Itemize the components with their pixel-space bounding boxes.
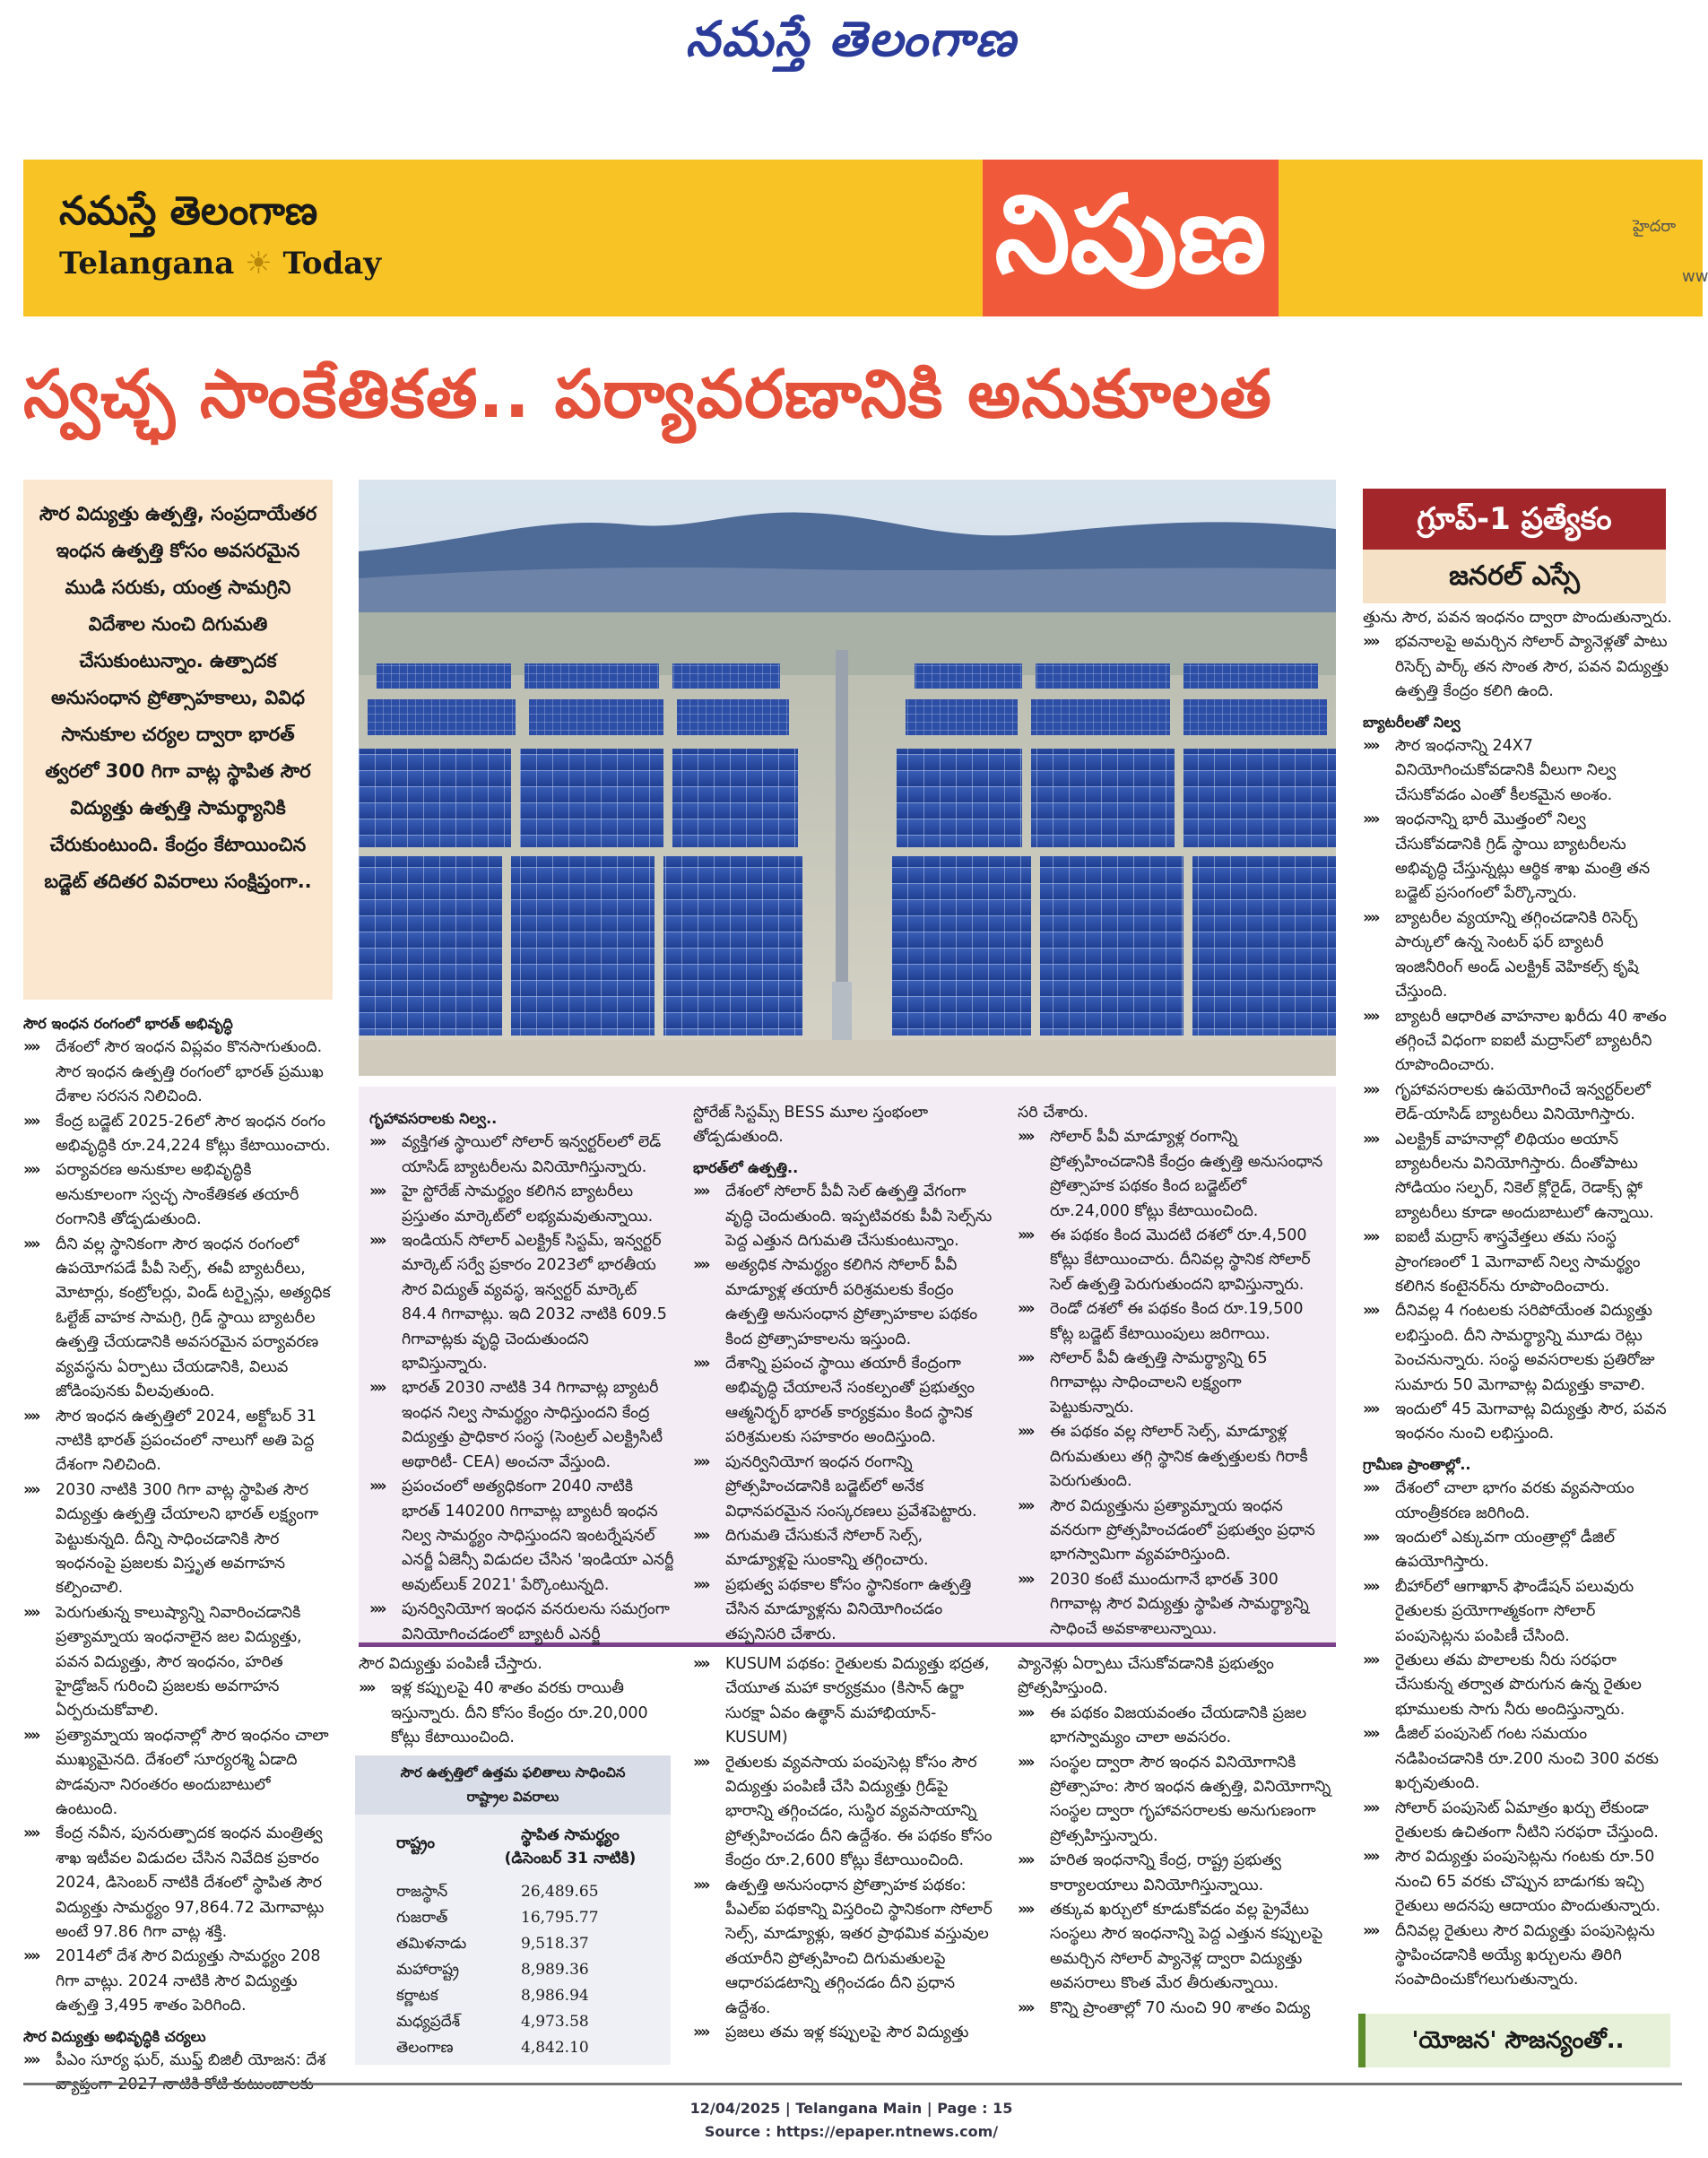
bullet-point: »» 2014లో దేశ సౌర విద్యుత్తు సామర్థ్యం 208 గిగా వాట్లు. 2024 నాటికి సౌర విద్యుత్తు ఉత్పత్తి 3,495 శాతం పెరిగింది.	[23, 1945, 333, 2018]
table-title-line1: సౌర ఉత్పత్తిలో ఉత్తమ ఫలితాలు సాధించిన	[400, 1764, 626, 1781]
solar-farm-illustration	[359, 480, 1336, 1076]
bullet-point: »» హరిత ఇంధనాన్ని కేంద్ర, రాష్ట్ర ప్రభుత్వ కార్యాలయాలు వినియోగిస్తున్నాయి.	[1018, 1849, 1331, 1898]
table-row	[355, 1931, 671, 1957]
state-name: మహారాష్ట్ర	[396, 1961, 459, 1979]
bullet-point: »» గృహావసరాలకు ఉపయోగించే ఇన్వర్టర్‌లలో లెడ్-యాసిడ్ బ్యాటరీలు వినియోగిస్తారు.	[1363, 1079, 1672, 1128]
bullet-point: »» కేంద్ర బడ్జెట్ 2025-26లో సౌర ఇంధన రంగం అభివృద్ధికి రూ.24,224 కోట్లు కేటాయించారు.	[23, 1110, 333, 1159]
subheading: గ్రామీణ ప్రాంతాల్లో..	[1363, 1455, 1471, 1473]
column-3-top	[693, 1101, 998, 1647]
bullet-point: »» ఇంధనాన్ని భారీ మొత్తంలో నిల్వ చేసుకోవడానికి గ్రిడ్ స్థాయి బ్యాటరీలను అభివృద్ధి చేస్తున్నట్లు ఆర్థిక శాఖ మంత్రి తన బడ్జెట్ ప్రసంగంలో పేర్కొన్నారు.	[1363, 808, 1672, 906]
bullet-point: »» రెండో దశలో ఈ పథకం కింద రూ.19,500 కోట్ల బడ్జెట్ కేటాయింపులు జరిగాయి.	[1018, 1297, 1327, 1347]
banner-paper-name: నమస్తే తెలంగాణ	[59, 188, 318, 234]
sun-logo-icon: ☀	[245, 246, 273, 282]
header-state: రాష్ట్రం	[396, 1834, 436, 1852]
subheading: సౌర ఇంధన రంగంలో భారత్ అభివృద్ధి	[23, 1015, 233, 1032]
bullet-point: »» ఇందులో 45 మెగావాట్ల విద్యుత్తు సౌర, పవన ఇంధనం నుంచి లభిస్తుంది.	[1363, 1398, 1672, 1447]
bullet-point: »» బ్యాటరీ ఆధారిత వాహనాల ఖరీదు 40 శాతం తగ్గించే విధంగా ఐఐటీ మద్రాస్‌లో బ్యాటరీని రూపొందించారు.	[1363, 1005, 1672, 1079]
paragraph: సౌర విద్యుత్తు పంపిణీ చేస్తారు.	[359, 1655, 542, 1673]
bullet-point: »» సౌర విద్యుత్తును ప్రత్యామ్నాయ ఇంధన వనరుగా ప్రోత్సహించడంలో ప్రభుత్వం ప్రధాన భాగస్వామిగా వ్యవహరిస్తుంది.	[1018, 1495, 1327, 1568]
header-capacity-line2: (డిసెంబర్ 31 నాటికి)	[504, 1850, 637, 1868]
column-4-bottom	[1018, 1652, 1331, 2021]
bullet-point: »» సోలార్ పీవీ మాడ్యూళ్ల రంగాన్ని ప్రోత్సహించడానికి కేంద్రం ఉత్పత్తి అనుసంధాన ప్రోత్సాహక పథకం కింద బడ్జెట్‌లో రూ.24,000 కోట్లు కేటాయించింది.	[1018, 1125, 1327, 1224]
yojana-text: 'యోజన' సౌజన్యంతో..	[1411, 2027, 1625, 2054]
bullet-point: »» ఉత్పత్తి అనుసంధాన ప్రోత్సాహక పథకం: పీఎల్ఐ పథకాన్ని విస్తరించి స్థానికంగా సోలార్ సెల్స్, మాడ్యూళ్లు, ఇతర ప్రాథమిక వస్తువుల తయారీని ప్రోత్సహించి దిగుమతులపై ఆధారపడటాన్ని తగ్గించడం దీని ప్రధాన ఉద్దేశం.	[693, 1874, 998, 2021]
bullet-point: »» ప్రభుత్వ పథకాల కోసం స్థానికంగా ఉత్పత్తి చేసిన మాడ్యూళ్లను వినియోగించడం తప్పనిసరి చేశారు.	[693, 1573, 998, 1647]
solar-farm-photo	[359, 480, 1336, 1076]
table-title-line2: రాష్ట్రాల వివరాలు	[466, 1789, 559, 1805]
banner-city: హైదరా	[1633, 217, 1677, 236]
bullet-point: »» KUSUM పథకం: రైతులకు విద్యుత్తు భద్రత, చేయూత మహా కార్యక్రమం (కిసాన్ ఉర్జా సురక్షా ఏవం ఉత్థాన్ మహాభియాన్- KUSUM)	[693, 1652, 998, 1751]
bullet-point: »» ఈ పథకం విజయవంతం చేయడానికి ప్రజల భాగస్వామ్యం చాలా అవసరం.	[1018, 1702, 1331, 1751]
bullet-point: »» దేశాన్ని ప్రపంచ స్థాయి తయారీ కేంద్రంగా అభివృద్ధి చేయాలనే సంకల్పంతో ప్రభుత్వం ఆత్మనిర్భర్ భారత్ కార్యక్రమం కింద స్థానిక పరిశ్రమలకు సహకారం అందిస్తుంది.	[693, 1352, 998, 1451]
masthead-logo	[0, 0, 1703, 81]
capacity-value: 26,489.65	[521, 1883, 599, 1901]
headline-text: స్వచ్ఛ సాంకేతికత.. పర్యావరణానికి అనుకూలత	[23, 356, 1272, 433]
bullet-point: »» రైతులకు వ్యవసాయ పంపుసెట్ల కోసం సౌర విద్యుత్తు పంపిణీ చేసి విద్యుత్తు గ్రిడ్‌పై భారాన్ని తగ్గించడం, సుస్థిర వ్యవసాయాన్ని ప్రోత్సహించడం దీని ఉద్దేశం. ఈ పథకం కోసం కేంద్రం రూ.2,600 కోట్లు కేటాయించింది.	[693, 1751, 998, 1874]
column-2-top	[369, 1101, 674, 1647]
bullet-point: »» ప్రపంచంలో అత్యధికంగా 2040 నాటికి భారత్ 140200 గిగావాట్ల బ్యాటరీ ఇంధన నిల్వ సామర్థ్యం సాధిస్తుందని ఇంటర్నేషనల్ ఎనర్జీ ఏజెన్సీ విడుదల చేసిన 'ఇండియా ఎనర్జీ అవుట్‌లుక్ 2021' పేర్కొంటున్నది.	[369, 1475, 674, 1598]
bullet-point: »» కేంద్ర నవీన, పునరుత్పాదక ఇంధన మంత్రిత్వ శాఖ ఇటీవల విడుదల చేసిన నివేదిక ప్రకారం 2024, డిసెంబర్ నాటికి దేశంలో స్థాపిత సౌర విద్యుత్తు సామర్థ్యం 97,864.72 మెగావాట్లు అంటే 97.86 గిగా వాట్ల శక్తి.	[23, 1822, 333, 1945]
bullet-point: »» సోలార్ పంపుసెట్ ఏమాత్రం ఖర్చు లేకుండా రైతులకు ఉచితంగా నీటిని సరఫరా చేస్తుంది.	[1363, 1797, 1672, 1846]
bullet-point: »» సోలార్ పీవీ ఉత్పత్తి సామర్థ్యాన్ని 65 గిగావాట్లు సాధించాలని లక్ష్యంగా పెట్టుకున్నారు.	[1018, 1347, 1327, 1420]
bullet-point: »» పునర్వినియోగ ఇంధన రంగాన్ని ప్రోత్సహించడానికి బడ్జెట్‌లో అనేక విధానపరమైన సంస్కరణలు ప్రవేశపెట్టారు.	[693, 1451, 998, 1524]
yojana-credit	[1358, 2014, 1670, 2067]
table-row	[355, 2035, 671, 2061]
footer-date-page: 12/04/2025 | Telangana Main | Page : 15	[689, 2100, 1013, 2117]
group1-special-label	[1363, 489, 1666, 550]
banner-web: ww	[1682, 267, 1708, 286]
state-name: మధ్యప్రదేశ్	[396, 2013, 461, 2031]
bullet-point: »» డీజిల్ పంపుసెట్ గంట సమయం నడిపించడానికి రూ.200 నుంచి 300 వరకు ఖర్చవుతుంది.	[1363, 1722, 1672, 1796]
bullet-point: »» ఇళ్ల కప్పులపై 40 శాతం వరకు రాయితీ ఇస్తున్నారు. దీని కోసం కేంద్రం రూ.20,000 కోట్లు కేటాయించింది.	[359, 1677, 674, 1750]
column-4-top	[1018, 1101, 1327, 1642]
banner-today-part2: Today	[282, 246, 382, 282]
general-essay-label	[1363, 550, 1666, 603]
header-capacity-line1: స్థాపిత సామర్థ్యం	[521, 1826, 620, 1844]
bullet-point: »» హై స్టోరేజ్ సామర్థ్యం కలిగిన బ్యాటరీలు ప్రస్తుతం మార్కెట్‌లో లభ్యమవుతున్నాయి.	[369, 1180, 674, 1229]
state-name: గుజరాత్	[396, 1909, 448, 1927]
bullet-point: »» బ్యాటరీల వ్యయాన్ని తగ్గించడానికి రిసెర్చ్ పార్కులో ఉన్న సెంటర్ ఫర్ బ్యాటరీ ఇంజినీరింగ్ అండ్ ఎలక్ట్రిక్ వెహికల్స్ కృషి చేస్తుంది.	[1363, 906, 1672, 1005]
table-title	[355, 1755, 671, 1815]
masthead-title: నమస్తే తెలంగాణ	[685, 10, 1018, 67]
column-5	[1363, 606, 1672, 1993]
table-header	[355, 1815, 671, 1879]
bullet-point: »» పర్యావరణ అనుకూల అభివృద్ధికి అనుకూలంగా స్వచ్ఛ సాంకేతికత తయారీ రంగానికి తోడ్పడుతుంది.	[23, 1158, 333, 1232]
intro-box	[23, 480, 333, 1000]
table-body	[355, 1879, 671, 2061]
bullet-point: »» భవనాలపై అమర్చిన సోలార్ ప్యానెళ్లతో పాటు రిసెర్చ్ పార్క్ తన సొంత సౌర, పవన విద్యుత్తు ఉత్పత్తి కేంద్రం కలిగి ఉంది.	[1363, 630, 1672, 704]
state-name: కర్ణాటక	[396, 1987, 438, 2005]
bullet-point: »» రైతులు తమ పొలాలకు నీరు సరఫరా చేసుకున్న తర్వాత పొరుగున ఉన్న రైతుల భూములకు సాగు నీరు అందిస్తున్నారు.	[1363, 1649, 1672, 1722]
states-solar-table	[355, 1755, 671, 2065]
paragraph: త్తును సౌర, పవన ఇంధనం ద్వారా పొందుతున్నారు.	[1363, 609, 1672, 627]
bullet-point: »» పీఎం సూర్య ఘర్, ముఫ్త్ బిజిలీ యోజన: దేశ	[23, 2049, 333, 2098]
section-banner	[23, 160, 1708, 316]
paragraph: సరి చేశారు.	[1018, 1104, 1088, 1122]
paragraph: స్టోరేజ్ సిస్టమ్స్ BESS మూల స్తంభంలా తోడ్పడుతుంది.	[693, 1104, 929, 1147]
paragraph: ప్యానెళ్లు ఏర్పాటు చేసుకోవడానికి ప్రభుత్వం ప్రోత్సహిస్తుంది.	[1018, 1655, 1274, 1698]
state-name: తెలంగాణ	[396, 2039, 454, 2057]
state-name: తమిళనాడు	[396, 1935, 467, 1953]
bullet-point: »» సౌర ఇంధన ఉత్పత్తిలో 2024, అక్టోబర్ 31 నాటికి భారత్ ప్రపంచంలో నాలుగో అతి పెద్ద దేశంగా నిలిచింది.	[23, 1405, 333, 1478]
table-row	[355, 1905, 671, 1931]
bullet-point: »» సంస్థల ద్వారా సౌర ఇంధన వినియోగానికి ప్రోత్సాహం: సౌర ఇంధన ఉత్పత్తి, వినియోగాన్ని సంస్థల ద్వారా గృహావసరాలకు అనుగుణంగా ప్రోత్సహిస్తున్నారు.	[1018, 1751, 1331, 1850]
bullet-point: »» దీని వల్ల స్థానికంగా సౌర ఇంధన రంగంలో ఉపయోగపడే పీవీ సెల్స్, ఈవీ బ్యాటరీలు, మోటార్లు, కంట్రోలర్లు, విండ్ టర్బైన్లు, అత్యధిక ఓల్టేజ్ వాహక సామగ్రి, గ్రిడ్ స్థాయి బ్యాటరీల ఉత్పత్తి చేయడానికి అవసరమైన పర్యావరణ వ్యవస్థను ఏర్పాటు చేయడానికి, విలువ జోడింపునకు వీలవుతుంది.	[23, 1233, 333, 1405]
footer-source: Source : https://epaper.ntnews.com/	[704, 2123, 999, 2140]
bullet-point: »» ఈ పథకం వల్ల సోలార్ సెల్స్, మాడ్యూళ్ల దిగుమతులు తగ్గి స్థానిక ఉత్పత్తులకు గిరాకీ పెరుగుతుంది.	[1018, 1420, 1327, 1494]
bullet-point: »» సౌర ఇంధనాన్ని 24X7 వినియోగించుకోవడానికి వీలుగా నిల్వ చేసుకోవడం ఎంతో కీలకమైన అంశం.	[1363, 734, 1672, 808]
bullet-point: »» అత్యధిక సామర్థ్యం కలిగిన సోలార్ పీవీ మాడ్యూళ్ల తయారీ పరిశ్రమలకు కేంద్రం ఉత్పత్తి అనుసంధాన ప్రోత్సాహకాల పథకం కింద ప్రోత్సాహకాలను ఇస్తుంది.	[693, 1253, 998, 1352]
banner-today-name	[59, 242, 382, 285]
bullet-point: »» తక్కువ ఖర్చులో కూడుకోవడం వల్ల ప్రైవేటు సంస్థలు సౌర ఇంధనాన్ని పెద్ద ఎత్తున కప్పులపై అమర్చిన సోలార్ ప్యానెళ్ల ద్వారా విద్యుత్తు అవసరాలు కొంత మేర తీరుతున్నాయి.	[1018, 1898, 1331, 1997]
table-row	[355, 1957, 671, 1983]
column-2-bottom	[359, 1652, 674, 1751]
subheading: బ్యాటరీలతో నిల్వ	[1363, 713, 1461, 731]
capacity-value: 8,989.36	[521, 1961, 589, 1979]
nipuna-section-label	[983, 160, 1279, 316]
capacity-value: 4,842.10	[521, 2039, 589, 2057]
table-row	[355, 2009, 671, 2035]
bullet-point: »» దీనివల్ల 4 గంటలకు సరిపోయేంత విద్యుత్తు లభిస్తుంది. దీని సామర్థ్యాన్ని మూడు రెట్లు పెంచనున్నారు. సంస్థ అవసరాలకు ప్రతిరోజు సుమారు 50 మెగావాట్ల విద్యుత్తు కావాలి.	[1363, 1299, 1672, 1398]
bullet-point: »» పునర్వినియోగ ఇంధన వనరులను సమగ్రంగా వినియోగించడంలో బ్యాటరీ ఎనర్జీ	[369, 1598, 674, 1647]
bullet-point: »» వ్యక్తిగత స్థాయిలో సోలార్ ఇన్వర్టర్‌లలో లెడ్ యాసిడ్ బ్యాటరీలను వినియోగిస్తున్నారు.	[369, 1131, 674, 1180]
general-essay-text: జనరల్ ఎస్సే	[1449, 560, 1580, 592]
bullet-point: »» దేశంలో చాలా భాగం వరకు వ్యవసాయం యాంత్రీకరణ జరిగింది.	[1363, 1477, 1672, 1526]
capacity-value: 9,518.37	[521, 1935, 589, 1953]
subheading: సౌర విద్యుత్తు అభివృద్ధికి చర్యలు	[23, 2027, 206, 2045]
bullet-point: »» దేశంలో సోలార్ పీవీ సెల్ ఉత్పత్తి వేగంగా వృద్ధి చెందుతుంది. ఇప్పటివరకు పీవీ సెల్స్‌ను పెద్ద ఎత్తున దిగుమతి చేసుకుంటున్నాం.	[693, 1180, 998, 1253]
bullet-point: »» బీహార్‌లో ఆగాఖాన్ ఫౌండేషన్ పలువురు రైతులకు ప్రయోగాత్మకంగా సోలార్ పంపుసెట్లను పంపిణీ చేసింది.	[1363, 1575, 1672, 1649]
nipuna-text: నిపుణ	[994, 173, 1267, 298]
subheading: గృహావసరాలకు నిల్వ..	[369, 1110, 498, 1127]
bullet-point: »» కొన్ని ప్రాంతాల్లో 70 నుంచి 90 శాతం విద్యు	[1018, 1997, 1331, 2021]
table-row	[355, 1879, 671, 1905]
bullet-point: »» దేశంలో సౌర ఇంధన విప్లవం కొనసాగుతుంది. సౌర ఇంధన ఉత్పత్తి రంగంలో భారత్ ప్రముఖ దేశాల సరసన నిలిచింది.	[23, 1036, 333, 1109]
bullet-point: »» ఐఐటీ మద్రాస్ శాస్త్రవేత్తలు తమ సంస్థ ప్రాంగణంలో 1 మెగావాట్ నిల్వ సామర్థ్యం కలిగిన కంటైనర్‌ను రూపొందించారు.	[1363, 1226, 1672, 1299]
capacity-value: 8,986.94	[521, 1987, 589, 2005]
bullet-point: »» ఇండియన్ సోలార్ ఎలక్ట్రిక్ సిస్టమ్, ఇన్వర్టర్ మార్కెట్ సర్వే ప్రకారం 2023లో భారతీయ సౌర విద్యుత్ వ్యవస్థ, ఇన్వర్టర్ మార్కెట్ 84.4 గిగావాట్లు. ఇది 2032 నాటికి 609.5 గిగావాట్లకు వృద్ధి చెందుతుందని భావిస్తున్నారు.	[369, 1229, 674, 1376]
table-row	[355, 1983, 671, 2009]
bullet-point: »» పెరుగుతున్న కాలుష్యాన్ని నివారించడానికి ప్రత్యామ్నాయ ఇంధనాలైన జల విద్యుత్తు, పవన విద్యుత్తు, సౌర ఇంధనం, హరిత హైడ్రోజన్ గురించి ప్రజలకు అవగాహన ఏర్పరుచుకోవాలి.	[23, 1601, 333, 1724]
state-name: రాజస్థాన్	[396, 1883, 448, 1901]
capacity-value: 16,795.77	[521, 1909, 599, 1927]
column-1	[23, 1006, 333, 2098]
bullet-point: »» 2030 కంటే ముందుగానే భారత్ 300 గిగావాట్ల సౌర విద్యుత్తు స్థాపిత సామర్థ్యాన్ని సాధించే అవకాశాలున్నాయి.	[1018, 1568, 1327, 1642]
bullet-point: »» సౌర విద్యుత్తు పంపుసెట్లను గంటకు రూ.50 నుంచి 65 వరకు చొప్పున బాడుగకు ఇచ్చి రైతులు అదనపు ఆదాయం పొందుతున్నారు.	[1363, 1845, 1672, 1919]
group1-text: గ్రూప్-1 ప్రత్యేకం	[1417, 501, 1612, 537]
header-capacity	[481, 1824, 660, 1870]
bullet-point: »» ప్రత్యామ్నాయ ఇంధనాల్లో సౌర ఇంధనం చాలా ముఖ్యమైనది. దేశంలో సూర్యరశ్మి ఏడాది పొడవునా నిరంతరం అందుబాటులో ఉంటుంది.	[23, 1724, 333, 1823]
bullet-point: »» ప్రజలు తమ ఇళ్ల కప్పులపై సౌర విద్యుత్తు	[693, 2021, 998, 2045]
banner-today-part1: Telangana	[59, 246, 235, 282]
bullet-point: »» భారత్ 2030 నాటికి 34 గిగావాట్ల బ్యాటరీ ఇంధన నిల్వ సామర్థ్యం సాధిస్తుందని కేంద్ర విద్యుత్తు ప్రాధికార సంస్థ (సెంట్రల్ ఎలక్ట్రిసిటీ అథారిటీ- CEA) అంచనా వేస్తుంది.	[369, 1376, 674, 1475]
banner-brand	[59, 186, 382, 285]
bullet-point: »» ఈ పథకం కింద మొదటి దశలో రూ.4,500 కోట్లు కేటాయించారు. దీనివల్ల స్థానిక సోలార్ సెల్ ఉత్పత్తి పెరుగుతుందని భావిస్తున్నారు.	[1018, 1224, 1327, 1297]
column-3-bottom	[693, 1652, 998, 2046]
capacity-value: 4,973.58	[521, 2013, 589, 2031]
article-headline	[23, 345, 1682, 444]
bullet-point: »» దీనివల్ల రైతులు సౌర విద్యుత్తు పంపుసెట్లను స్థాపించడానికి అయ్యే ఖర్చులను తిరిగి సంపాదించుకోగలుగుతున్నారు.	[1363, 1920, 1672, 1993]
intro-text: సౌర విద్యుత్తు ఉత్పత్తి, సంప్రదాయేతర ఇంధన ఉత్పత్తి కోసం అవసరమైన ముడి సరుకు, యంత్ర సామగ్రిని విదేశాల నుంచి దిగుమతి చేసుకుంటున్నాం. ఉత్పాదక అనుసంధాన ప్రోత్సాహకాలు, వివిధ సానుకూల చర్యల ద్వారా భారత్ త్వరలో 300 గిగా వాట్ల స్థాపిత సౌర విద్యుత్తు ఉత్పత్తి సామర్థ్యానికి చేరుకుంటుంది. కేంద్రం కేటాయించిన బడ్జెట్ తదితర వివరాలు సంక్షిప్తంగా..	[39, 503, 317, 892]
bullet-point: »» ఎలక్ట్రిక్ వాహనాల్లో లిథియం అయాన్ బ్యాటరీలను వినియోగిస్తారు. దీంతోపాటు సోడియం సల్ఫర్, నికెల్ క్లోరైడ్, రెడాక్స్ ఫ్లో బ్యాటరీలు కూడా అందుబాటులో ఉన్నాయి.	[1363, 1128, 1672, 1226]
footer-divider	[23, 2083, 1682, 2085]
bullet-point: »» ఇందులో ఎక్కువగా యంత్రాల్లో డీజిల్ ఉపయోగిస్తారు.	[1363, 1526, 1672, 1575]
subheading: భారత్‌లో ఉత్పత్తి..	[693, 1158, 799, 1176]
bullet-point: »» 2030 నాటికి 300 గిగా వాట్ల స్థాపిత సౌర విద్యుత్తు ఉత్పత్తి చేయాలని భారత్ లక్ష్యంగా పెట్టుకున్నది. దీన్ని సాధించడానికి సౌర ఇంధనంపై ప్రజలకు విస్తృత అవగాహన కల్పించాలి.	[23, 1478, 333, 1601]
bullet-point: »» దిగుమతి చేసుకునే సోలార్ సెల్స్, మాడ్యూళ్లపై సుంకాన్ని తగ్గించారు.	[693, 1524, 998, 1573]
